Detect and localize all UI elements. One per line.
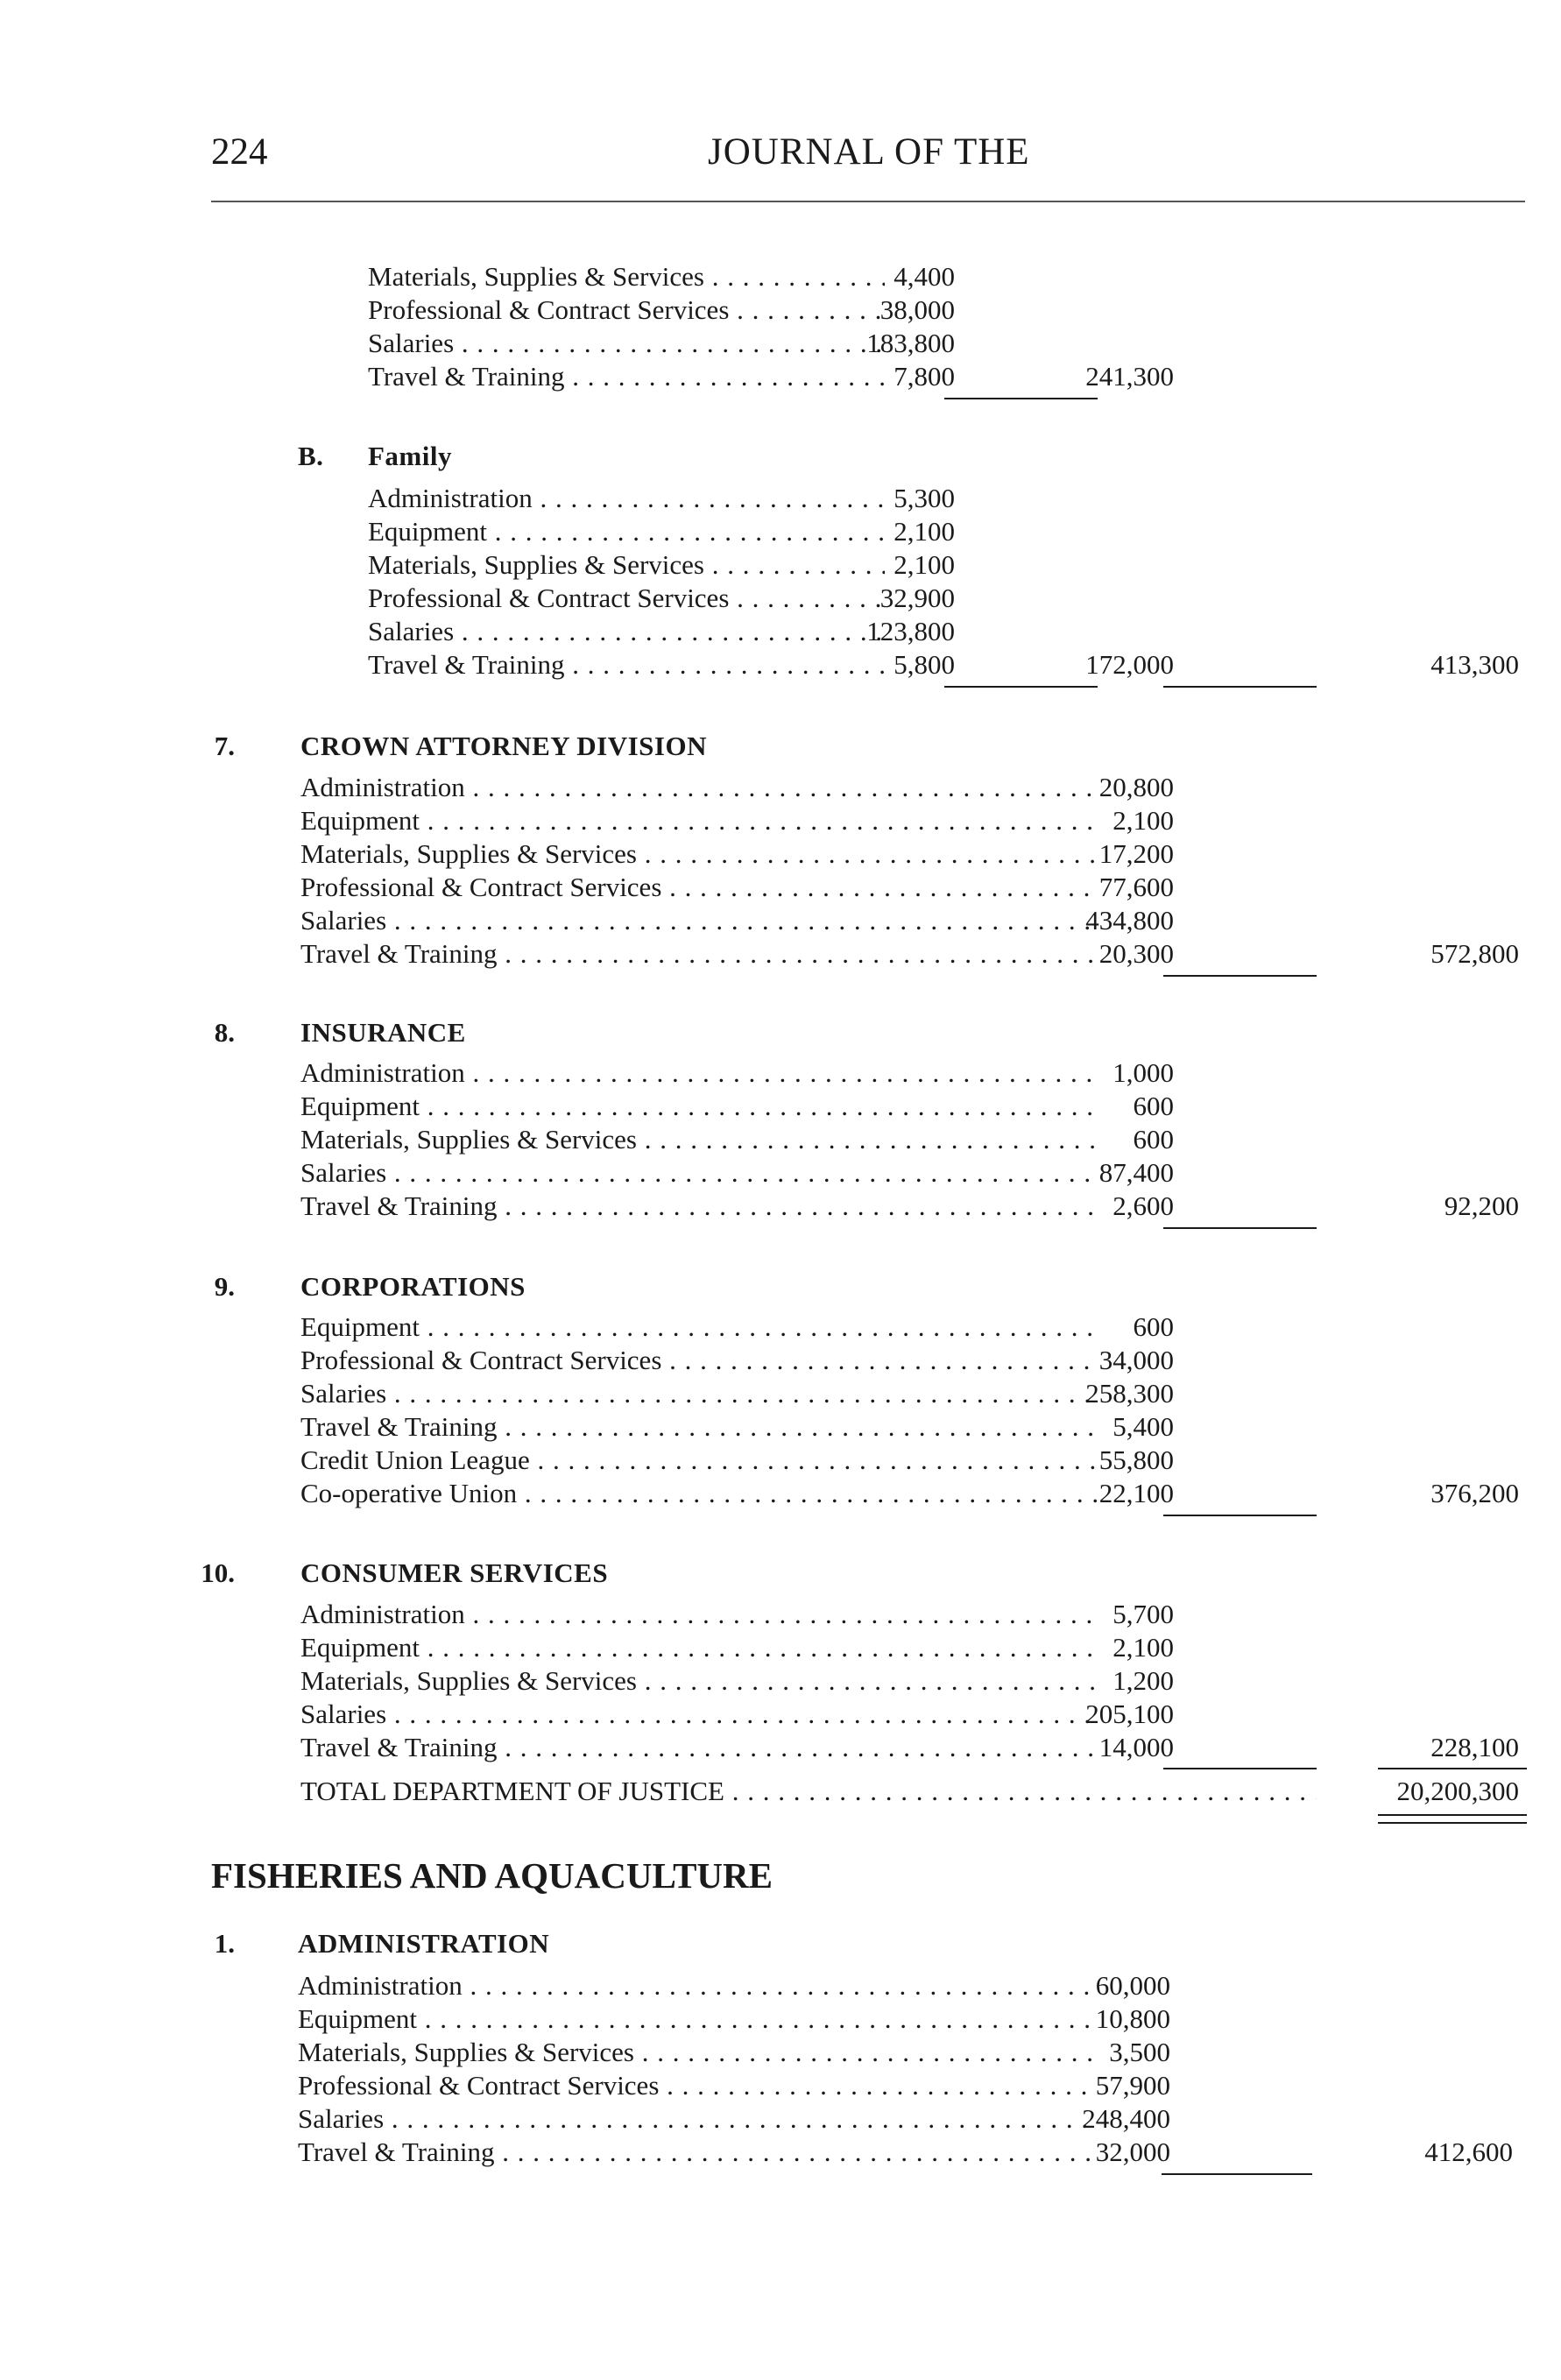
budget-row xyxy=(300,1310,1527,1344)
underline xyxy=(944,398,1098,399)
budget-row xyxy=(298,2136,1524,2169)
line-item-amount: 258,300 xyxy=(1085,1378,1174,1409)
header-rule xyxy=(211,201,1525,202)
budget-row xyxy=(300,1444,1527,1477)
line-item-label: Travel & Training . . . xyxy=(300,937,1098,971)
underline xyxy=(1163,1227,1317,1229)
section-number: 7. xyxy=(214,731,235,761)
line-item-label: Travel & Training . . . xyxy=(298,2136,1095,2169)
budget-row xyxy=(368,548,1533,582)
line-item-amount: 87,400 xyxy=(1098,1157,1174,1188)
line-item-amount: 77,600 xyxy=(1098,872,1174,902)
line-item-amount: 123,800 xyxy=(866,616,955,646)
line-item-amount: 60,000 xyxy=(1095,1970,1170,2001)
budget-row xyxy=(368,648,1533,682)
line-item-amount: 2,100 xyxy=(894,516,955,547)
budget-row xyxy=(300,1731,1527,1764)
line-item-label: Salaries . . . xyxy=(300,904,1098,937)
department-total-row xyxy=(300,1775,1527,1808)
department-heading: FISHERIES AND AQUACULTURE xyxy=(211,1855,773,1896)
line-item-amount: 38,000 xyxy=(879,294,955,325)
line-item-label: Travel & Training . . . xyxy=(300,1190,1098,1223)
line-item-amount: 600 xyxy=(1133,1124,1174,1155)
budget-row xyxy=(300,1344,1527,1377)
budget-row xyxy=(368,327,1296,360)
line-item-label: Administration . . . xyxy=(298,1969,1095,2002)
section-total-amount: 228,100 xyxy=(1430,1732,1519,1762)
line-item-amount: 20,300 xyxy=(1098,938,1174,969)
section-total-amount: 92,200 xyxy=(1444,1190,1519,1221)
line-item-amount: 2,100 xyxy=(1112,1632,1174,1663)
line-item-amount: 4,400 xyxy=(894,261,955,292)
budget-row xyxy=(368,260,1296,293)
line-item-label: Administration . . . xyxy=(300,1056,1098,1090)
line-item-label: Administration . . . xyxy=(300,1598,1098,1631)
budget-row xyxy=(298,2069,1524,2102)
line-item-amount: 434,800 xyxy=(1085,905,1174,936)
page-number: 224 xyxy=(211,131,268,173)
line-item-amount: 5,300 xyxy=(894,483,955,513)
line-item-amount: 34,000 xyxy=(1098,1345,1174,1375)
budget-row xyxy=(368,293,1296,327)
budget-row xyxy=(300,771,1527,804)
line-item-amount: 1,200 xyxy=(1112,1665,1174,1696)
section-total-amount: 413,300 xyxy=(1430,649,1519,680)
subtotal-amount: 241,300 xyxy=(1085,361,1174,392)
line-item-amount: 183,800 xyxy=(866,328,955,358)
underline xyxy=(1162,2173,1312,2175)
line-item-label: Equipment . . . xyxy=(298,2002,1095,2036)
underline xyxy=(944,686,1098,688)
section-title: CROWN ATTORNEY DIVISION xyxy=(300,731,707,761)
line-item-label: Salaries . . . xyxy=(300,1377,1098,1410)
section-total-amount: 412,600 xyxy=(1424,2136,1513,2167)
budget-row xyxy=(368,482,1533,515)
line-item-amount: 2,100 xyxy=(1112,805,1174,836)
budget-row xyxy=(298,2002,1524,2036)
underline xyxy=(1163,1768,1317,1769)
line-item-label: Travel & Training . . . xyxy=(368,648,885,682)
section-total-amount: 572,800 xyxy=(1430,938,1519,969)
double-underline-bottom xyxy=(1378,1822,1527,1824)
section-title: ADMINISTRATION xyxy=(298,1928,550,1959)
line-item-amount: 7,800 xyxy=(894,361,955,392)
line-item-label: Equipment . . . xyxy=(300,804,1098,837)
line-item-label: Administration . . . xyxy=(300,771,1098,804)
line-item-label: Salaries . . . xyxy=(300,1156,1098,1190)
line-item-amount: 5,400 xyxy=(1112,1411,1174,1442)
budget-row xyxy=(300,1190,1527,1223)
line-item-amount: 5,800 xyxy=(894,649,955,680)
budget-row xyxy=(298,2102,1524,2136)
department-total-amount: 20,200,300 xyxy=(1396,1776,1519,1806)
line-item-label: Professional & Contract Services . . . xyxy=(300,871,1098,904)
budget-row xyxy=(300,804,1527,837)
budget-row xyxy=(300,1477,1527,1510)
line-item-label: Travel & Training . . . xyxy=(300,1410,1098,1444)
budget-row xyxy=(368,615,1533,648)
line-item-amount: 1,000 xyxy=(1112,1057,1174,1088)
line-item-amount: 248,400 xyxy=(1082,2103,1170,2134)
budget-row xyxy=(300,1698,1527,1731)
underline xyxy=(1163,686,1317,688)
subtotal-amount: 172,000 xyxy=(1085,649,1174,680)
budget-row xyxy=(300,1056,1527,1090)
line-item-amount: 3,500 xyxy=(1109,2037,1170,2067)
line-item-label: Equipment . . . xyxy=(368,515,885,548)
budget-row xyxy=(300,871,1527,904)
line-item-label: Materials, Supplies & Services . . . xyxy=(300,1664,1098,1698)
section-title: CONSUMER SERVICES xyxy=(300,1557,609,1588)
budget-row xyxy=(298,2036,1524,2069)
line-item-amount: 205,100 xyxy=(1085,1698,1174,1729)
section-title: CORPORATIONS xyxy=(300,1271,526,1302)
budget-row xyxy=(300,1631,1527,1664)
line-item-label: Credit Union League . . . xyxy=(300,1444,1098,1477)
budget-row xyxy=(300,1410,1527,1444)
budget-row xyxy=(300,1156,1527,1190)
budget-row xyxy=(298,1969,1524,2002)
section-number: 8. xyxy=(214,1017,235,1048)
line-item-amount: 2,600 xyxy=(1112,1190,1174,1221)
budget-row xyxy=(368,582,1533,615)
budget-row xyxy=(300,837,1527,871)
double-underline-top xyxy=(1378,1814,1527,1816)
line-item-amount: 600 xyxy=(1133,1311,1174,1342)
underline xyxy=(1163,1515,1317,1516)
budget-row xyxy=(300,1090,1527,1123)
section-number: 1. xyxy=(214,1928,235,1959)
budget-row xyxy=(300,1664,1527,1698)
line-item-amount: 32,900 xyxy=(879,583,955,613)
line-item-amount: 5,700 xyxy=(1112,1599,1174,1629)
line-item-amount: 20,800 xyxy=(1098,772,1174,802)
line-item-amount: 14,000 xyxy=(1098,1732,1174,1762)
line-item-label: Administration . . . xyxy=(368,482,885,515)
line-item-amount: 32,000 xyxy=(1095,2136,1170,2167)
line-item-label: Professional & Contract Services . . . xyxy=(368,582,885,615)
page-title: JOURNAL OF THE xyxy=(708,131,1030,173)
line-item-label: Travel & Training . . . xyxy=(368,360,885,393)
line-item-label: Equipment . . . xyxy=(300,1631,1098,1664)
budget-row xyxy=(300,904,1527,937)
section-title: INSURANCE xyxy=(300,1017,466,1048)
underline xyxy=(1163,975,1317,977)
line-item-label: Salaries . . . xyxy=(298,2102,1095,2136)
section-number: 10. xyxy=(201,1557,235,1588)
line-item-label: Travel & Training . . . xyxy=(300,1731,1098,1764)
line-item-label: Materials, Supplies & Services . . . xyxy=(298,2036,1095,2069)
subsection-title: Family xyxy=(368,441,452,471)
line-item-label: Materials, Supplies & Services . . . xyxy=(368,548,885,582)
budget-row xyxy=(368,360,1296,393)
budget-row xyxy=(300,1598,1527,1631)
department-total-label: TOTAL DEPARTMENT OF JUSTICE . . . xyxy=(300,1775,1317,1808)
budget-row xyxy=(300,1377,1527,1410)
line-item-amount: 55,800 xyxy=(1098,1444,1174,1475)
budget-row xyxy=(368,515,1533,548)
line-item-label: Materials, Supplies & Services . . . xyxy=(368,260,885,293)
section-total-amount: 376,200 xyxy=(1430,1478,1519,1508)
line-item-amount: 600 xyxy=(1133,1091,1174,1121)
line-item-label: Salaries . . . xyxy=(368,615,885,648)
line-item-label: Professional & Contract Services . . . xyxy=(298,2069,1095,2102)
line-item-amount: 57,900 xyxy=(1095,2070,1170,2101)
budget-row xyxy=(300,1123,1527,1156)
line-item-amount: 10,800 xyxy=(1095,2003,1170,2034)
line-item-label: Salaries . . . xyxy=(300,1698,1098,1731)
line-item-label: Equipment . . . xyxy=(300,1090,1098,1123)
line-item-label: Materials, Supplies & Services . . . xyxy=(300,837,1098,871)
line-item-label: Equipment . . . xyxy=(300,1310,1098,1344)
line-item-amount: 22,100 xyxy=(1098,1478,1174,1508)
section-number: 9. xyxy=(214,1271,235,1302)
line-item-label: Professional & Contract Services . . . xyxy=(300,1344,1098,1377)
line-item-amount: 2,100 xyxy=(894,549,955,580)
line-item-label: Professional & Contract Services . . . xyxy=(368,293,885,327)
line-item-label: Co-operative Union . . . xyxy=(300,1477,1098,1510)
subsection-letter: B. xyxy=(298,441,324,471)
line-item-label: Materials, Supplies & Services . . . xyxy=(300,1123,1098,1156)
line-item-label: Salaries . . . xyxy=(368,327,885,360)
underline xyxy=(1378,1768,1527,1769)
budget-row xyxy=(300,937,1527,971)
line-item-amount: 17,200 xyxy=(1098,838,1174,869)
